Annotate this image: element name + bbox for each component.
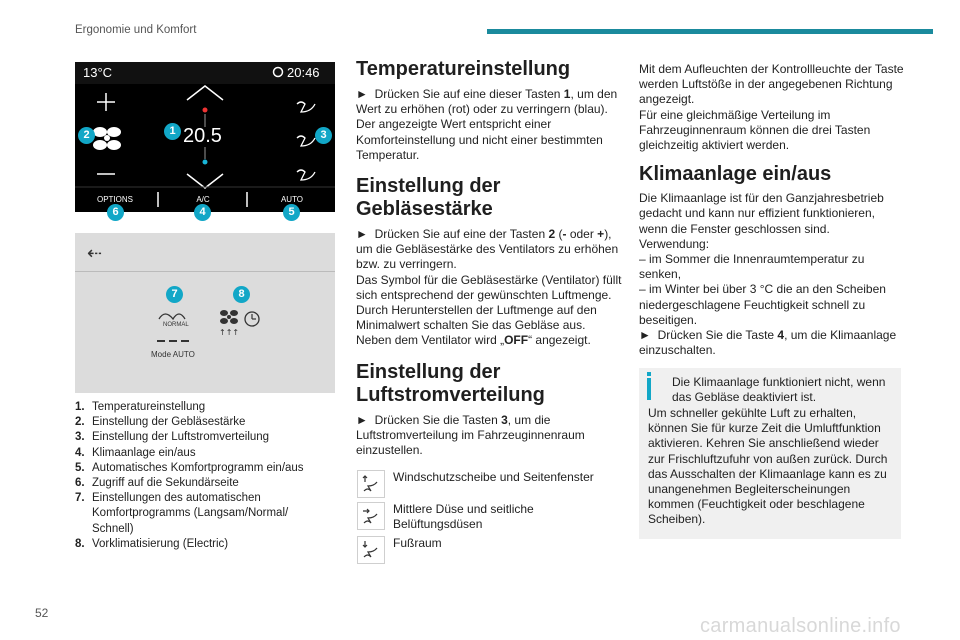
callout-2: 2: [78, 127, 95, 144]
outside-temp: 13°C: [83, 65, 113, 80]
callout-5: 5: [283, 204, 300, 221]
climate-screen-secondary: [75, 233, 335, 393]
options-button-label: OPTIONS: [96, 195, 134, 204]
footwell-airflow-icon: [358, 537, 384, 563]
climate-screen-main: [75, 62, 335, 218]
para-fan-1: ► Drücken Sie auf eine der Tasten 2 (- oder +), um die Gebläsestärke des Ventilators zu erhöhen bzw. zu verringern.: [356, 227, 619, 272]
airflow-center-icon: [297, 136, 315, 146]
legend-list: [75, 400, 340, 552]
info-first: Die Klimaanlage funktioniert nicht, wenn das Gebläse deaktiviert ist.: [672, 375, 886, 405]
legend-item-1: 1. Temperatureinstellung: [75, 401, 206, 413]
header-rule: [487, 29, 933, 34]
windscreen-airflow-icon: [358, 471, 384, 497]
para-temperature: ► Drücken Sie auf eine dieser Tasten 1, um den Wert zu erhöhen (rot) oder zu verringern (blau). Der angezeigte Wert entspricht einer Komforteinstellung und nicht einer bestimmten Temperatur.: [356, 87, 618, 162]
fan-icon: [93, 127, 121, 150]
heading-temperature: Temperatureinstellung: [356, 58, 571, 80]
section-header: Ergonomie und Komfort: [75, 24, 197, 36]
info-icon: [647, 378, 651, 400]
climate-screen-graphic: [75, 62, 335, 212]
callout-3: 3: [315, 127, 332, 144]
airflow-center-icon-box: [357, 502, 385, 530]
auto-button-label: AUTO: [280, 195, 304, 204]
airflow-footwell-icon: [297, 170, 315, 180]
airflow-windscreen-icon: [297, 102, 315, 112]
column-right: [639, 62, 904, 358]
callout-1: 1: [164, 123, 181, 140]
heading-airflow: Einstellung der Luftstromverteilung: [356, 360, 545, 406]
watermark: carmanualsonline.info: [700, 615, 901, 637]
legend-item-7: 7. Einstellungen des automatischen Komfortprogramms (Langsam/Normal/ Schnell): [75, 492, 289, 535]
temperature-setpoint: 20.5: [183, 125, 222, 147]
para-ac-5: ► Drücken Sie die Taste 4, um die Klimaanlage einzuschalten.: [639, 328, 897, 358]
divider: [75, 271, 335, 272]
legend-item-2: 2. Einstellung der Gebläsestärke: [75, 416, 246, 429]
ac-button-label: A/C: [196, 195, 210, 204]
heading-ac: Klimaanlage ein/aus: [639, 163, 832, 186]
callout-8: 8: [233, 286, 250, 303]
airflow-item-3: Fußraum: [393, 536, 442, 550]
callout-7: 7: [166, 286, 183, 303]
svg-text:↑↑↑: ↑↑↑: [219, 328, 240, 337]
para-even-distribution: Für eine gleichmäßige Verteilung im Fahrzeuginnenraum können die drei Tasten gleichzeitig aktiviert werden.: [639, 107, 871, 153]
page-number: 52: [35, 606, 49, 620]
legend-item-8: 8. Vorklimatisierung (Electric): [75, 537, 229, 550]
callout-6: 6: [107, 204, 124, 221]
mode-normal-label: NORMAL: [163, 322, 189, 328]
airflow-footwell-icon-box: [357, 536, 385, 564]
para-airflow: ► Drücken Sie die Tasten 3, um die Luftstromverteilung im Fahrzeuginnenraum einzustellen.: [356, 412, 585, 458]
center-vent-airflow-icon: [358, 503, 384, 529]
callout-4: 4: [194, 204, 211, 221]
fan-timer-icon: [220, 310, 238, 324]
mode-auto-caption: Mode AUTO: [151, 350, 195, 359]
legend-item-3: 3. Einstellung der Luftstromverteilung: [75, 431, 270, 444]
para-ac-4: – im Winter bei über 3 °C die an den Scheiben niedergeschlagene Feuchtigkeit schnell zu beseitigen.: [639, 282, 886, 327]
legend-item-5: 5. Automatisches Komfortprogramm ein/aus: [75, 461, 304, 474]
back-arrow-icon: ⇠: [87, 243, 103, 263]
info-icon-dot: [647, 372, 651, 376]
airflow-item-2: Mittlere Düse und seitliche Belüftungsdüsen: [393, 502, 534, 532]
para-fan-2: Das Symbol für die Gebläsestärke (Ventilator) füllt sich entsprechend der gewünschten Luftmenge.: [356, 272, 622, 302]
para-ac-2: Verwendung:: [639, 236, 710, 251]
para-ac-1: Die Klimaanlage ist für den Ganzjahresbetrieb gedacht und kann nur effizient funktionieren, wenn die Fenster geschlossen sind.: [639, 191, 884, 236]
para-indicator: Mit dem Aufleuchten der Kontrollleuchte der Taste werden Luftstöße in der angegebenen Richtung angezeigt.: [639, 62, 904, 107]
para-fan-3: Durch Herunterstellen der Luftmenge auf den Minimalwert schalten Sie das Gebläse aus. Neben dem Ventilator wird „OFF“ angezeigt.: [356, 303, 597, 348]
airflow-item-1: Windschutzscheibe und Seitenfenster: [393, 470, 594, 484]
column-middle: [356, 58, 622, 458]
legend-item-6: 6. Zugriff auf die Sekundärseite: [75, 477, 239, 490]
mode-icon: [159, 314, 185, 319]
legend-item-4: 4. Klimaanlage ein/aus: [75, 446, 196, 459]
info-rest: Um schneller gekühlte Luft zu erhalten, können Sie für kurze Zeit die Umluftfunktion aktivieren. Kehren Sie anschließend wieder zur Frischluftzufuhr von außen zurück. Durch das Ausschalten der Klimaanlage kann es zu unangenehmen Begleiterscheinungen kommen (Feuchtigkeit oder beschlagene Scheiben).: [648, 406, 888, 527]
para-ac-3: – im Sommer die Innenraumtemperatur zu senken,: [639, 252, 865, 282]
heading-fan: Einstellung der Gebläsestärke: [356, 175, 501, 221]
clock: 20:46: [287, 65, 320, 80]
airflow-windscreen-icon-box: [357, 470, 385, 498]
